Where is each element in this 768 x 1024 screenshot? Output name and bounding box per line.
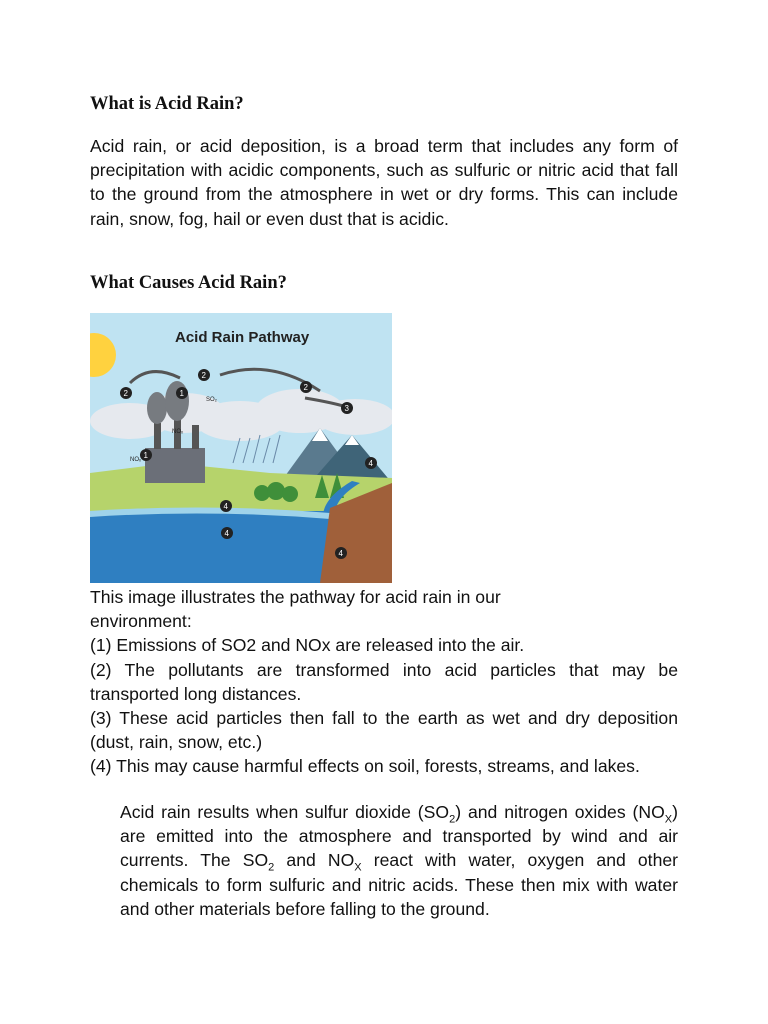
closing-text-3: ) are emitted into the atmosphere and transported by wind and air currents. The SO (120, 802, 678, 871)
step-2-marker: 2 (201, 371, 206, 380)
step-4-marker-forest: 4 (368, 459, 373, 468)
figure-title: Acid Rain Pathway (175, 329, 310, 346)
closing-text-1: Acid rain results when sulfur dioxide (SO (120, 802, 450, 822)
closing-sub-2: X (664, 813, 673, 826)
caption-intro-line1: This image illustrates the pathway for acid rain in our (90, 587, 501, 607)
caption-intro-line2: environment: (90, 611, 192, 632)
acid-rain-pathway-figure (90, 313, 392, 583)
caption-item-4: (4) This may cause harmful effects on soil, forests, streams, and lakes. (90, 756, 640, 777)
closing-text-4: and NO (274, 850, 355, 871)
step-4-marker-lake: 4 (224, 529, 229, 538)
caption-item-2: (2) The pollutants are transformed into acid particles that may be transported long distances. (90, 659, 678, 704)
step-2-marker-right: 2 (303, 383, 308, 392)
so2-label: SO₂ (206, 397, 217, 403)
closing-sub-3: 2 (268, 861, 275, 874)
figure-caption (90, 585, 678, 779)
heading-what-is-acid-rain: What is Acid Rain? (90, 94, 244, 114)
step-2-marker-left: 2 (123, 389, 128, 398)
step-4-marker-soil: 4 (338, 549, 343, 558)
heading-what-causes-acid-rain: What Causes Acid Rain? (90, 273, 287, 293)
closing-text-5: react with water, oxygen and other chemicals to form sulfuric and nitric acids. These then mix with water and other materials before falling to the ground. (120, 850, 678, 919)
step-1-marker-ground: 1 (143, 451, 148, 460)
closing-paragraph (90, 800, 678, 921)
step-4-marker-ground: 4 (223, 502, 228, 511)
step-1-marker: 1 (179, 389, 184, 398)
nox-label: NOₓ (172, 429, 183, 435)
step-3-marker: 3 (344, 404, 349, 413)
closing-sub-4: X (354, 861, 362, 874)
closing-text-2: ) and nitrogen oxides (NO (455, 802, 665, 822)
lake-water (90, 511, 330, 583)
intro-paragraph: Acid rain, or acid deposition, is a broad term that includes any form of precipitation with acidic components, such as sulfuric or nitric acid that fall to the ground from the atmosphere in wet or dry forms. This can include rain, snow, fog, hail or even dust that is acidic. (90, 136, 678, 229)
caption-item-1: (1) Emissions of SO2 and NOx are released into the air. (90, 635, 525, 656)
caption-item-3: (3) These acid particles then fall to the earth as wet and dry deposition (dust, rain, snow, etc.) (90, 708, 678, 753)
closing-sub-1: 2 (449, 813, 456, 826)
no-label: NOₓ (130, 457, 141, 463)
